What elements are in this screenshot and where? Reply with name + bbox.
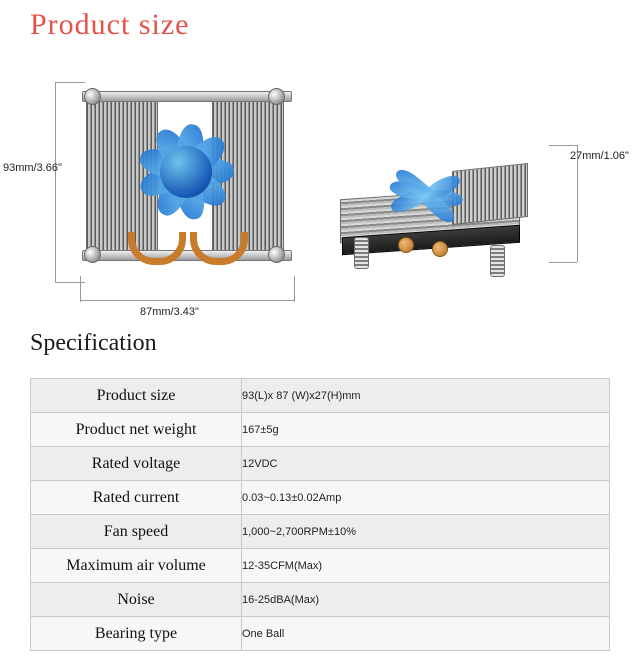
table-row [31,481,610,515]
mounting-spring-right [490,245,505,277]
spec-value: One Ball [242,617,610,651]
product-size-diagram [0,50,640,318]
screw-top-right [268,88,285,105]
table-row [31,549,610,583]
screw-bottom-left [84,246,101,263]
dimension-line-bottom-horizontal [80,300,295,301]
spec-value: 12VDC [242,447,610,481]
spec-value: 16-25dBA(Max) [242,583,610,617]
spec-value: 167±5g [242,413,610,447]
spec-key: Rated voltage [31,447,242,481]
spec-value: 93(L)x 87 (W)x27(H)mm [242,379,610,413]
spec-value: 12-35CFM(Max) [242,549,610,583]
dimension-line-right-vertical [577,145,578,262]
specification-table [30,378,610,651]
table-row [31,515,610,549]
copper-heatpipe-end-1 [398,237,414,253]
cooler-side-view [332,145,547,285]
dimension-label-height-left: 93mm/3.66" [3,162,62,174]
dimension-label-height-right: 27mm/1.06" [570,150,629,162]
spec-key: Noise [31,583,242,617]
cooling-fan-side [380,173,472,217]
spec-key: Rated current [31,481,242,515]
specification-heading: Specification [30,330,157,356]
mounting-bracket-bottom [82,250,292,261]
spec-key: Bearing type [31,617,242,651]
spec-key: Product size [31,379,242,413]
page-title: Product size [30,8,190,41]
spec-key: Fan speed [31,515,242,549]
mounting-spring-left [354,237,369,269]
dimension-label-width-bottom: 87mm/3.43" [140,306,199,318]
table-row [31,413,610,447]
screw-top-left [84,88,101,105]
table-row [31,583,610,617]
table-row [31,617,610,651]
dimension-tick-bottom-right [294,276,295,302]
copper-heatpipe-end-2 [432,241,448,257]
cooling-fan-front [126,112,246,232]
table-row [31,447,610,481]
cooler-front-view [78,82,293,282]
screw-bottom-right [268,246,285,263]
dimension-tick-right-top [549,145,577,146]
spec-value: 0.03~0.13±0.02Amp [242,481,610,515]
spec-key: Product net weight [31,413,242,447]
mounting-bracket-top [82,91,292,102]
dimension-tick-right-bottom [549,262,577,263]
dimension-line-left-vertical [55,82,56,282]
spec-key: Maximum air volume [31,549,242,583]
fan-hub [160,146,212,198]
spec-value: 1,000~2,700RPM±10% [242,515,610,549]
table-row [31,379,610,413]
